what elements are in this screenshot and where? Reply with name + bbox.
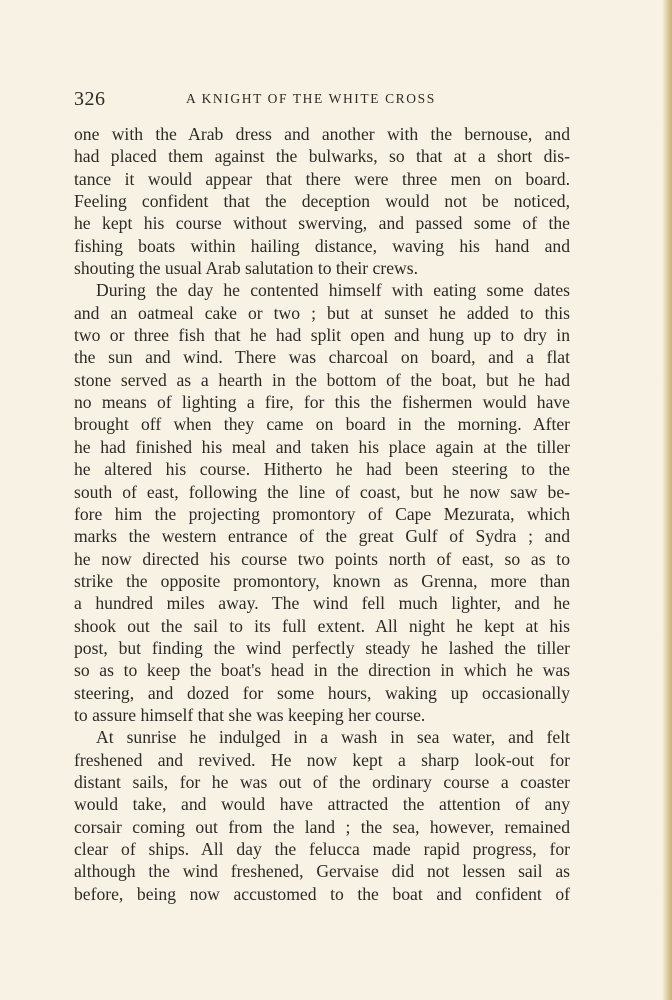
text-line: marks the western entrance of the great Gulf of Sydra ; and [74,526,570,547]
text-line: fore him the projecting promontory of Cape Mezurata, which [74,503,570,524]
body-text [74,123,570,905]
running-title: A KNIGHT OF THE WHITE CROSS [186,91,436,106]
text-line: so as to keep the boat's head in the direction in which he was [74,660,570,681]
text-line: one with the Arab dress and another with the bernouse, and [74,124,570,144]
text-line: brought off when they came on board in the morning. After [74,414,570,435]
text-line: had placed them against the bulwarks, so that at a short dis- [74,146,570,167]
page-edge [662,0,672,1000]
text-line: the sun and wind. There was charcoal on board, and a flat [74,347,570,368]
text-line: fishing boats within hailing distance, waving his hand and [74,235,570,256]
text-line: shouting the usual Arab salutation to their crews. [74,258,418,279]
text-line: he now directed his course two points north of east, so as to [74,548,570,569]
text-line: he altered his course. Hitherto he had been steering to the [74,459,570,480]
text-line: south of east, following the line of coast, but he now saw be- [74,481,570,502]
text-line: shook out the sail to its full extent. All night he kept at his [74,615,570,636]
text-line: he kept his course without swerving, and passed some of the [74,213,570,234]
text-line: to assure himself that she was keeping her course. [74,704,426,725]
text-line: freshened and revived. He now kept a sharp look-out for [74,749,570,770]
text-line: although the wind freshened, Gervaise did not lessen sail as [74,861,570,882]
text-line: Feeling confident that the deception would not be noticed, [74,191,570,212]
text-line: he had finished his meal and taken his place again at the tiller [74,436,570,457]
text-line: corsair coming out from the land ; the sea, however, remained [74,816,570,837]
text-line: would take, and would have attracted the attention of any [74,794,570,815]
text-line: strike the opposite promontory, known as Grenna, more than [74,570,570,591]
text-line: no means of lighting a fire, for this the fishermen would have [74,392,570,413]
text-line: clear of ships. All day the felucca made rapid progress, for [74,839,570,859]
text-line: before, being now accustomed to the boat and confident of [74,883,570,904]
page-number: 326 [74,88,106,110]
text-line: During the day he contented himself with eating some dates [96,280,570,301]
text-line: distant sails, for he was out of the ordinary course a coaster [74,771,570,792]
text-line: two or three fish that he had split open and hung up to dry in [74,325,570,346]
text-line: and an oatmeal cake or two ; but at sunset he added to this [74,302,570,323]
text-line: steering, and dozed for some hours, waking up occasionally [74,682,570,703]
text-line: tance it would appear that there were three men on board. [74,168,570,189]
text-line: post, but finding the wind perfectly steady he lashed the tiller [74,637,570,658]
text-line: stone served as a hearth in the bottom of the boat, but he had [74,369,570,390]
text-line: At sunrise he indulged in a wash in sea water, and felt [96,727,570,748]
page-header [74,88,574,110]
text-line: a hundred miles away. The wind fell much lighter, and he [74,593,570,614]
